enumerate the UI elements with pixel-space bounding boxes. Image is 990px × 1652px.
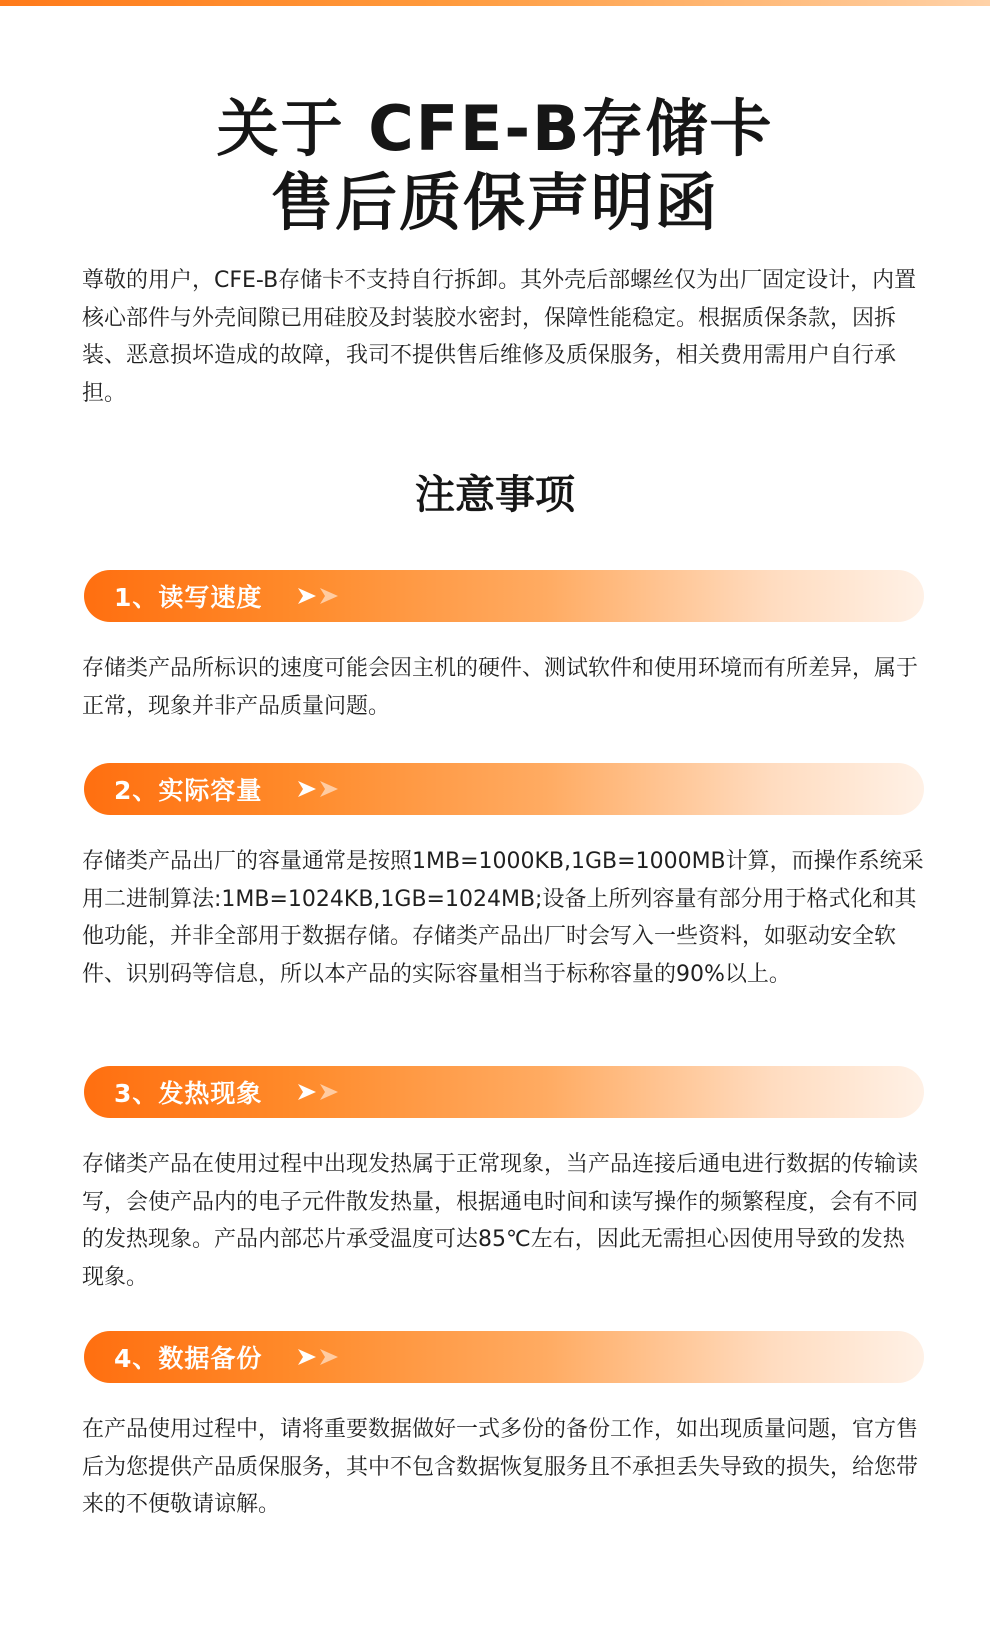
note-3-text: 存储类产品在使用过程中出现发热属于正常现象，当产品连接后通电进行数据的传输读写，会使产品内的电子元件散发热量，根据通电时间和读写操作的频繁程度，会有不同的发热现象。产品内部芯片承受温度可达85℃左右，因此无需担心因使用导致的发热现象。	[82, 1152, 919, 1290]
note-2-banner	[84, 763, 924, 815]
top-accent-bar	[0, 0, 990, 6]
note-4-text: 在产品使用过程中，请将重要数据做好一式多份的备份工作，如出现质量问题，官方售后为您提供产品质保服务，其中不包含数据恢复服务且不承担丢失导致的损失，给您带来的不便敬请谅解。	[82, 1417, 919, 1517]
note-1-label: 1、读写速度	[114, 583, 263, 612]
note-2-text: 存储类产品出厂的容量通常是按照1MB=1000KB,1GB=1000MB计算，而操作系统采用二进制算法:1MB=1024KB,1GB=1024MB;设备上所列容量有部分用于格式化和其他功能，并非全部用于数据存储。存储类产品出厂时会写入一些资料，如驱动安全软件、识别码等信息，所以本产品的实际容量相当于标称容量的90%以上。	[82, 849, 924, 987]
page-title-line-2: 售后质保声明函	[270, 166, 719, 239]
note-2-label: 2、实际容量	[114, 776, 263, 805]
note-4-label: 4、数据备份	[114, 1344, 263, 1373]
intro-paragraph: 尊敬的用户，CFE-B存储卡不支持自行拆卸。其外壳后部螺丝仅为出厂固定设计，内置核心部件与外壳间隙已用硅胶及封装胶水密封，保障性能稳定。根据质保条款，因拆装、恶意损坏造成的故障，我司不提供售后维修及质保服务，相关费用需用户自行承担。	[82, 268, 917, 406]
note-3-label: 3、发热现象	[114, 1079, 263, 1108]
page-title	[0, 92, 990, 240]
note-1-text: 存储类产品所标识的速度可能会因主机的硬件、测试软件和使用环境而有所差异，属于正常，现象并非产品质量问题。	[82, 656, 919, 719]
double-arrow-icon	[296, 586, 342, 606]
note-4-banner	[84, 1331, 924, 1383]
note-3-banner	[84, 1066, 924, 1118]
double-arrow-icon	[296, 1347, 342, 1367]
double-arrow-icon	[296, 1082, 342, 1102]
note-1-banner	[84, 570, 924, 622]
page-title-line-1: 关于 CFE-B存储卡	[216, 92, 774, 165]
notes-heading: 注意事项	[415, 472, 575, 518]
double-arrow-icon	[296, 779, 342, 799]
